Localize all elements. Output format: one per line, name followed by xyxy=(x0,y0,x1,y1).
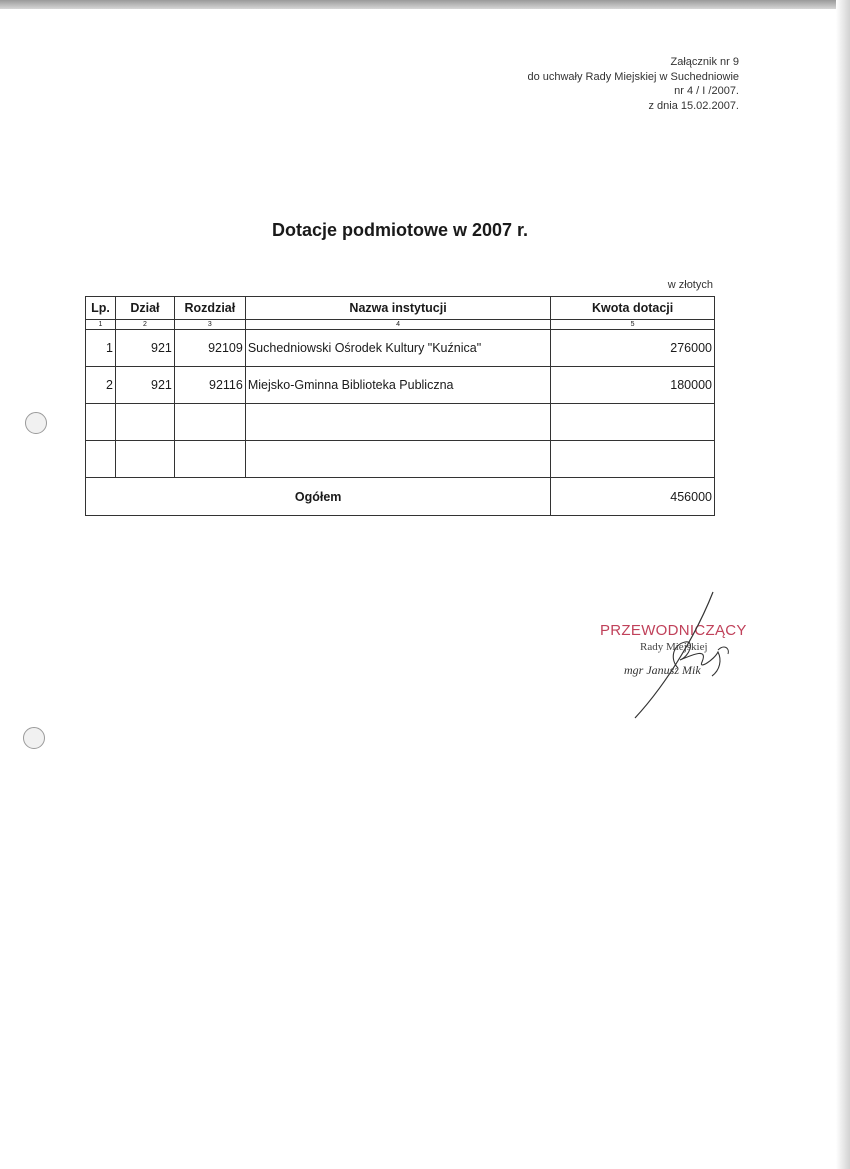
cell-empty xyxy=(86,404,116,441)
cell-empty xyxy=(245,441,550,478)
cell-empty xyxy=(115,441,174,478)
subsidies-table xyxy=(85,296,715,516)
table-row-empty xyxy=(86,441,715,478)
col-header-kwota: Kwota dotacji xyxy=(551,297,715,320)
attachment-header xyxy=(527,55,739,113)
attachment-number: Załącznik nr 9 xyxy=(670,56,739,68)
total-row xyxy=(86,478,715,516)
scan-edge-top xyxy=(0,0,850,9)
punch-hole-bottom xyxy=(23,727,45,749)
cell-empty xyxy=(86,441,116,478)
handwritten-signature xyxy=(590,590,760,730)
cell-empty xyxy=(115,404,174,441)
cell-empty xyxy=(174,441,245,478)
cell-dzial: 921 xyxy=(115,367,174,404)
cell-dzial: 921 xyxy=(115,330,174,367)
col-header-lp: Lp. xyxy=(86,297,116,320)
punch-hole-top xyxy=(25,412,47,434)
cell-empty xyxy=(551,404,715,441)
table-row-empty xyxy=(86,404,715,441)
resolution-reference: do uchwały Rady Miejskiej w Suchedniowie xyxy=(527,70,739,83)
cell-empty xyxy=(551,441,715,478)
col-number: 2 xyxy=(115,320,174,330)
total-label: Ogółem xyxy=(86,478,551,516)
cell-lp: 2 xyxy=(86,367,116,404)
chairman-stamp xyxy=(590,590,760,730)
column-number-row xyxy=(86,320,715,330)
cell-rozdzial: 92116 xyxy=(174,367,245,404)
cell-kwota: 276000 xyxy=(551,330,715,367)
col-header-nazwa: Nazwa instytucji xyxy=(245,297,550,320)
col-header-dzial: Dział xyxy=(115,297,174,320)
signature-stroke xyxy=(635,592,713,718)
col-number: 5 xyxy=(551,320,715,330)
stamp-name: mgr Janusz Mik xyxy=(624,663,701,677)
cell-kwota: 180000 xyxy=(551,367,715,404)
signature-flourish xyxy=(673,642,720,676)
signature-tail xyxy=(718,647,728,654)
total-value: 456000 xyxy=(551,478,715,516)
table-header-row xyxy=(86,297,715,320)
resolution-date: z dnia 15.02.2007. xyxy=(648,99,739,112)
col-number: 1 xyxy=(86,320,116,330)
resolution-number: nr 4 / I /2007. xyxy=(674,85,739,97)
col-number: 4 xyxy=(245,320,550,330)
cell-nazwa: Suchedniowski Ośrodek Kultury "Kuźnica" xyxy=(245,330,550,367)
document-title: Dotacje podmiotowe w 2007 r. xyxy=(271,220,529,240)
stamp-title: PRZEWODNICZĄCY xyxy=(600,622,747,639)
cell-rozdzial: 92109 xyxy=(174,330,245,367)
scan-edge-right xyxy=(836,0,850,1169)
cell-empty xyxy=(174,404,245,441)
table-row xyxy=(86,330,715,367)
stamp-subtitle: Rady Miejskiej xyxy=(640,641,708,653)
cell-lp: 1 xyxy=(86,330,116,367)
unit-note: w złotych xyxy=(667,279,713,291)
col-number: 3 xyxy=(174,320,245,330)
table-row xyxy=(86,367,715,404)
cell-empty xyxy=(245,404,550,441)
cell-nazwa: Miejsko-Gminna Biblioteka Publiczna xyxy=(245,367,550,404)
col-header-rozdzial: Rozdział xyxy=(174,297,245,320)
